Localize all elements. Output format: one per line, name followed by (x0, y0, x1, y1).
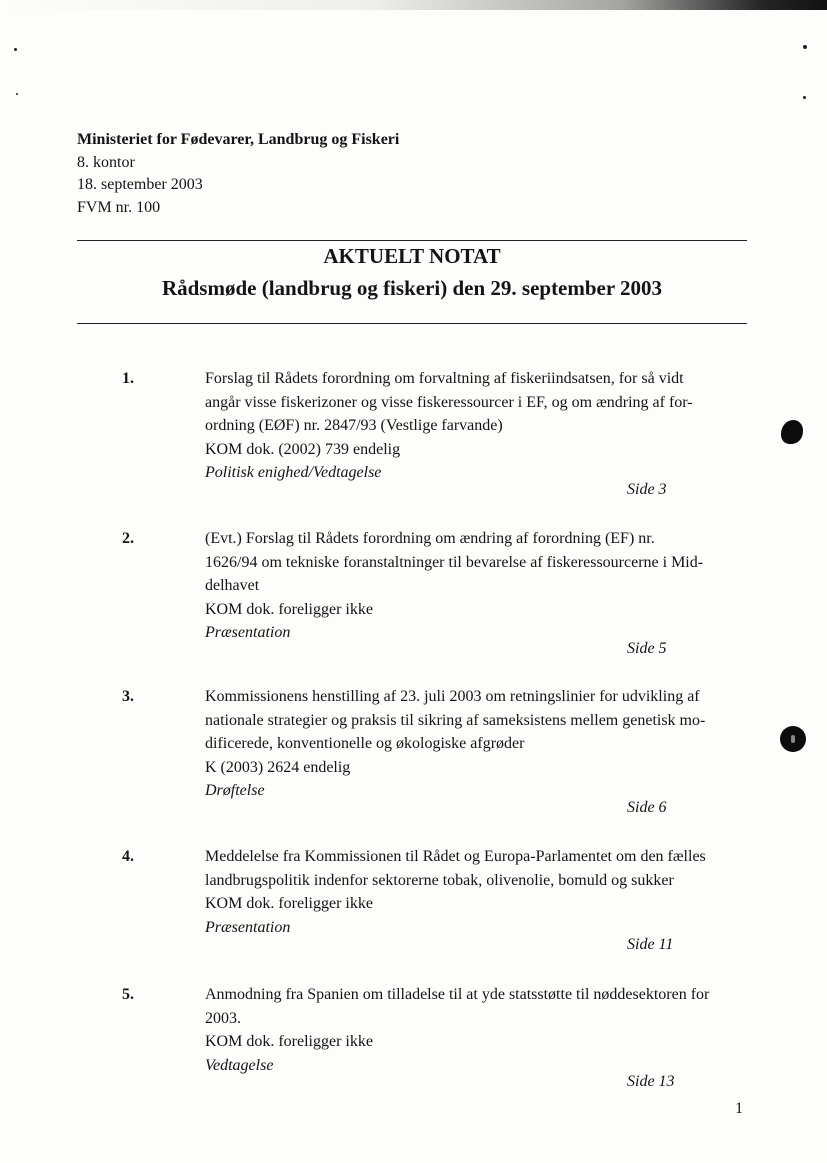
ministry-name: Ministeriet for Fødevarer, Landbrug og Fiskeri (77, 131, 400, 148)
document-header (77, 129, 399, 219)
agenda-item-body (205, 685, 735, 803)
page-number: 1 (735, 1100, 743, 1117)
agenda-item-line: angår visse fiskerizoner og visse fiskeressourcer i EF, og om ændring af for- (205, 393, 693, 411)
agenda-item-body (205, 527, 735, 645)
agenda-item-status: Præsentation (205, 918, 291, 936)
scan-speck (16, 93, 18, 95)
agenda-item-line: Kommissionens henstilling af 23. juli 2003 om retningslinier for udvikling af (205, 688, 700, 705)
agenda-item-number: 2. (122, 530, 134, 547)
agenda-item-line: K (2003) 2624 endelig (205, 758, 351, 776)
agenda-item-status: Politisk enighed/Vedtagelse (205, 464, 382, 481)
punch-hole (781, 420, 803, 444)
agenda-item-page: Side 3 (627, 481, 667, 498)
agenda-item-line: KOM dok. foreligger ikke (205, 895, 373, 912)
agenda-item-line: 1626/94 om tekniske foranstaltninger til bevarelse af fiskeressourcerne i Mid- (205, 553, 704, 571)
office-name: 8. kontor (77, 153, 135, 171)
agenda-item-status: Præsentation (205, 624, 291, 641)
punch-hole (780, 726, 806, 752)
agenda-item-line: 2003. (205, 1009, 241, 1027)
agenda-item-line: nationale strategier og praksis til sikring af sameksistens mellem genetisk mo- (205, 711, 706, 729)
agenda-item-page: Side 5 (627, 640, 667, 657)
agenda-item-page: Side 13 (627, 1073, 675, 1090)
agenda-item-page: Side 11 (627, 936, 674, 953)
agenda-item-line: ordning (EØF) nr. 2847/93 (Vestlige farvande) (205, 417, 503, 434)
document-date: 18. september 2003 (77, 176, 203, 193)
agenda-item-number: 4. (122, 848, 134, 865)
agenda-item-number: 3. (122, 688, 134, 705)
document-reference: FVM nr. 100 (77, 198, 161, 216)
scan-speck (14, 48, 17, 51)
scan-speck (803, 96, 806, 99)
agenda-item-line: KOM dok. foreligger ikke (205, 600, 373, 618)
agenda-item-page: Side 6 (627, 799, 667, 816)
agenda-item-body (205, 367, 735, 485)
scan-speck (803, 45, 807, 49)
agenda-item-line: dificerede, konventionelle og økologiske afgrøder (205, 735, 525, 752)
agenda-item-body (205, 983, 735, 1077)
document-title: AKTUELT NOTAT (323, 244, 501, 268)
agenda-item-line: Meddelelse fra Kommissionen til Rådet og Europa-Parlamentet om den fælles (205, 848, 706, 865)
agenda-item-number: 5. (122, 986, 134, 1003)
scan-edge-shadow (0, 0, 827, 10)
agenda-item-line: delhavet (205, 577, 260, 594)
agenda-item-line: (Evt.) Forslag til Rådets forordning om ændring af forordning (EF) nr. (205, 530, 655, 547)
title-top-rule (77, 240, 747, 241)
document-subtitle: Rådsmøde (landbrug og fiskeri) den 29. september 2003 (161, 276, 663, 300)
agenda-item-status: Vedtagelse (205, 1056, 274, 1074)
agenda-item-status: Drøftelse (205, 782, 265, 799)
agenda-item-line: Anmodning fra Spanien om tilladelse til at yde statsstøtte til nøddesektoren for (205, 986, 710, 1003)
title-bottom-rule (77, 323, 747, 324)
agenda-item-line: landbrugspolitik indenfor sektorerne tobak, olivenolie, bomuld og sukker (205, 871, 674, 889)
agenda-item-line: Forslag til Rådets forordning om forvaltning af fiskeriindsatsen, for så vidt (205, 370, 684, 387)
agenda-item-number: 1. (122, 370, 134, 387)
agenda-item-body (205, 845, 735, 939)
agenda-item-line: KOM dok. (2002) 739 endelig (205, 440, 401, 458)
agenda-item-line: KOM dok. foreligger ikke (205, 1033, 373, 1050)
